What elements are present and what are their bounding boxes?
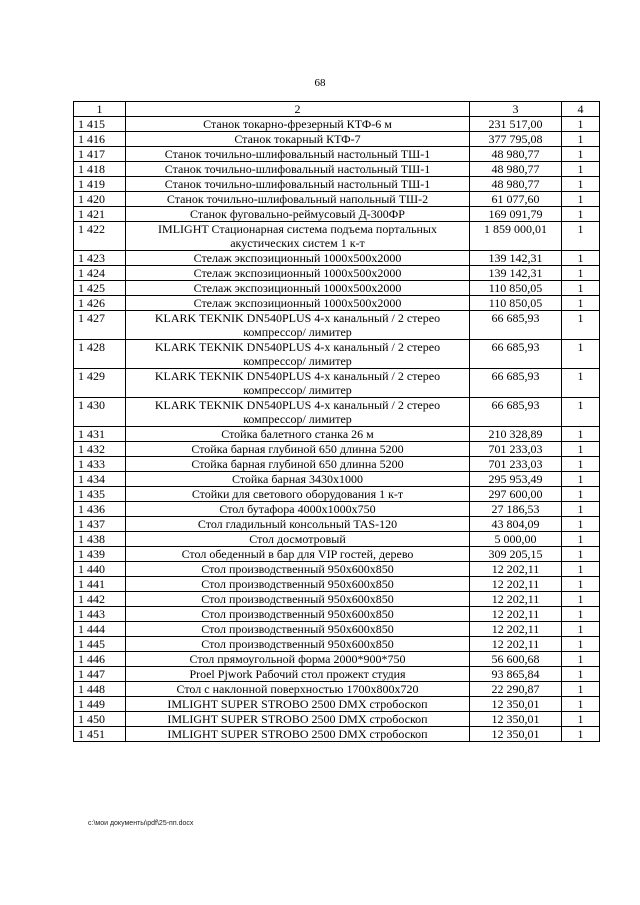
- item-name: KLARK TEKNIK DN540PLUS 4-х канальный / 2 стерео компрессор/ лимитер: [126, 311, 470, 340]
- item-name: KLARK TEKNIK DN540PLUS 4-х канальный / 2 стерео компрессор/ лимитер: [126, 398, 470, 427]
- table-row: [74, 727, 600, 742]
- footer-file-path: c:\мои документы\pdf\25-пп.docx: [88, 820, 194, 827]
- row-number: 1 434: [74, 472, 126, 487]
- item-name: Стол прямоугольной форма 2000*900*750: [126, 652, 470, 667]
- table-row: [74, 577, 600, 592]
- row-number: 1 447: [74, 667, 126, 682]
- table-row: [74, 547, 600, 562]
- table-row: [74, 207, 600, 222]
- item-name: Стол производственный 950х600х850: [126, 637, 470, 652]
- table-row: [74, 622, 600, 637]
- item-name: Стелаж экспозиционный 1000х500х2000: [126, 266, 470, 281]
- table-row: [74, 192, 600, 207]
- item-quantity: 1: [562, 442, 600, 457]
- item-name: Стол производственный 950х600х850: [126, 577, 470, 592]
- header-col-4: 4: [562, 102, 600, 117]
- row-number: 1 433: [74, 457, 126, 472]
- table-row: [74, 132, 600, 147]
- item-value: 231 517,00: [470, 117, 562, 132]
- item-name: Станок токарно-фрезерный КТФ-6 м: [126, 117, 470, 132]
- item-quantity: 1: [562, 532, 600, 547]
- item-quantity: 1: [562, 162, 600, 177]
- item-value: 1 859 000,01: [470, 222, 562, 251]
- item-quantity: 1: [562, 398, 600, 427]
- item-name: Станок точильно-шлифовальный напольный ТШ-2: [126, 192, 470, 207]
- item-quantity: 1: [562, 457, 600, 472]
- row-number: 1 429: [74, 369, 126, 398]
- row-number: 1 450: [74, 712, 126, 727]
- item-value: 297 600,00: [470, 487, 562, 502]
- row-number: 1 449: [74, 697, 126, 712]
- header-col-3: 3: [470, 102, 562, 117]
- item-value: 169 091,79: [470, 207, 562, 222]
- row-number: 1 431: [74, 427, 126, 442]
- table-row: [74, 398, 600, 427]
- item-value: 210 328,89: [470, 427, 562, 442]
- row-number: 1 422: [74, 222, 126, 251]
- item-value: 110 850,05: [470, 296, 562, 311]
- row-number: 1 430: [74, 398, 126, 427]
- item-value: 66 685,93: [470, 340, 562, 369]
- table-row: [74, 457, 600, 472]
- item-value: 12 350,01: [470, 712, 562, 727]
- item-quantity: 1: [562, 652, 600, 667]
- header-col-1: 1: [74, 102, 126, 117]
- item-quantity: 1: [562, 592, 600, 607]
- item-name: Стол досмотровый: [126, 532, 470, 547]
- item-value: 22 290,87: [470, 682, 562, 697]
- table-row: [74, 652, 600, 667]
- item-quantity: 1: [562, 281, 600, 296]
- table-row: [74, 340, 600, 369]
- row-number: 1 438: [74, 532, 126, 547]
- inventory-table: [73, 101, 600, 742]
- table-row: [74, 682, 600, 697]
- row-number: 1 417: [74, 147, 126, 162]
- table-row: [74, 427, 600, 442]
- table-row: [74, 502, 600, 517]
- table-row: [74, 311, 600, 340]
- row-number: 1 418: [74, 162, 126, 177]
- item-value: 5 000,00: [470, 532, 562, 547]
- item-value: 139 142,31: [470, 251, 562, 266]
- row-number: 1 415: [74, 117, 126, 132]
- row-number: 1 443: [74, 607, 126, 622]
- item-name: KLARK TEKNIK DN540PLUS 4-х канальный / 2 стерео компрессор/ лимитер: [126, 340, 470, 369]
- item-name: Станок фуговально-реймусовый Д-300ФР: [126, 207, 470, 222]
- item-value: 66 685,93: [470, 369, 562, 398]
- table-row: [74, 281, 600, 296]
- row-number: 1 432: [74, 442, 126, 457]
- item-value: 12 202,11: [470, 562, 562, 577]
- item-value: 12 202,11: [470, 577, 562, 592]
- item-value: 61 077,60: [470, 192, 562, 207]
- item-quantity: 1: [562, 727, 600, 742]
- item-quantity: 1: [562, 517, 600, 532]
- row-number: 1 445: [74, 637, 126, 652]
- item-name: Стойки для светового оборудования 1 к-т: [126, 487, 470, 502]
- item-quantity: 1: [562, 340, 600, 369]
- item-name: Стол производственный 950х600х850: [126, 622, 470, 637]
- item-name: Стол обеденный в бар для VIP гостей, дерево: [126, 547, 470, 562]
- table-row: [74, 177, 600, 192]
- item-value: 66 685,93: [470, 398, 562, 427]
- row-number: 1 423: [74, 251, 126, 266]
- row-number: 1 435: [74, 487, 126, 502]
- row-number: 1 441: [74, 577, 126, 592]
- item-value: 12 202,11: [470, 637, 562, 652]
- item-value: 12 350,01: [470, 727, 562, 742]
- item-quantity: 1: [562, 311, 600, 340]
- table-row: [74, 222, 600, 251]
- item-quantity: 1: [562, 577, 600, 592]
- row-number: 1 419: [74, 177, 126, 192]
- header-col-2: 2: [126, 102, 470, 117]
- row-number: 1 426: [74, 296, 126, 311]
- table-row: [74, 296, 600, 311]
- item-quantity: 1: [562, 369, 600, 398]
- item-quantity: 1: [562, 622, 600, 637]
- item-name: Станок точильно-шлифовальный настольный ТШ-1: [126, 147, 470, 162]
- item-value: 110 850,05: [470, 281, 562, 296]
- item-quantity: 1: [562, 266, 600, 281]
- row-number: 1 451: [74, 727, 126, 742]
- table-row: [74, 369, 600, 398]
- item-quantity: 1: [562, 117, 600, 132]
- table-row: [74, 472, 600, 487]
- item-value: 66 685,93: [470, 311, 562, 340]
- item-name: Станок токарный КТФ-7: [126, 132, 470, 147]
- row-number: 1 428: [74, 340, 126, 369]
- item-name: Стойка балетного станка 26 м: [126, 427, 470, 442]
- item-value: 309 205,15: [470, 547, 562, 562]
- row-number: 1 444: [74, 622, 126, 637]
- item-value: 48 980,77: [470, 162, 562, 177]
- item-quantity: 1: [562, 637, 600, 652]
- row-number: 1 446: [74, 652, 126, 667]
- item-value: 12 350,01: [470, 697, 562, 712]
- item-quantity: 1: [562, 251, 600, 266]
- item-value: 12 202,11: [470, 622, 562, 637]
- item-quantity: 1: [562, 207, 600, 222]
- table-row: [74, 117, 600, 132]
- item-quantity: 1: [562, 562, 600, 577]
- row-number: 1 424: [74, 266, 126, 281]
- item-value: 139 142,31: [470, 266, 562, 281]
- table-row: [74, 667, 600, 682]
- table-row: [74, 592, 600, 607]
- item-value: 43 804,09: [470, 517, 562, 532]
- row-number: 1 442: [74, 592, 126, 607]
- item-quantity: 1: [562, 487, 600, 502]
- item-name: IMLIGHT SUPER STROBO 2500 DMX стробоскоп: [126, 712, 470, 727]
- row-number: 1 421: [74, 207, 126, 222]
- item-value: 377 795,08: [470, 132, 562, 147]
- table-row: [74, 162, 600, 177]
- item-quantity: 1: [562, 682, 600, 697]
- table-row: [74, 266, 600, 281]
- row-number: 1 436: [74, 502, 126, 517]
- page-number: 68: [314, 77, 326, 89]
- item-value: 27 186,53: [470, 502, 562, 517]
- item-quantity: 1: [562, 547, 600, 562]
- item-name: Стол производственный 950х600х850: [126, 607, 470, 622]
- table-header-row: [74, 102, 600, 117]
- item-name: Стол производственный 950х600х850: [126, 562, 470, 577]
- item-name: Стол производственный 950х600х850: [126, 592, 470, 607]
- item-quantity: 1: [562, 697, 600, 712]
- item-quantity: 1: [562, 222, 600, 251]
- row-number: 1 425: [74, 281, 126, 296]
- item-quantity: 1: [562, 296, 600, 311]
- item-name: Стойка барная глубиной 650 длинна 5200: [126, 457, 470, 472]
- item-value: 701 233,03: [470, 457, 562, 472]
- row-number: 1 437: [74, 517, 126, 532]
- item-quantity: 1: [562, 147, 600, 162]
- table-row: [74, 637, 600, 652]
- row-number: 1 448: [74, 682, 126, 697]
- table-row: [74, 517, 600, 532]
- item-name: Стол гладильный консольный TAS-120: [126, 517, 470, 532]
- item-quantity: 1: [562, 667, 600, 682]
- item-name: Proel Pjwork Рабочий стол прожект студия: [126, 667, 470, 682]
- table-row: [74, 442, 600, 457]
- row-number: 1 440: [74, 562, 126, 577]
- table-row: [74, 712, 600, 727]
- item-value: 56 600,68: [470, 652, 562, 667]
- row-number: 1 439: [74, 547, 126, 562]
- item-value: 12 202,11: [470, 592, 562, 607]
- item-name: KLARK TEKNIK DN540PLUS 4-х канальный / 2 стерео компрессор/ лимитер: [126, 369, 470, 398]
- item-quantity: 1: [562, 192, 600, 207]
- item-name: Станок точильно-шлифовальный настольный ТШ-1: [126, 177, 470, 192]
- table-body: [74, 117, 600, 742]
- item-name: Стелаж экспозиционный 1000х500х2000: [126, 296, 470, 311]
- row-number: 1 427: [74, 311, 126, 340]
- table-row: [74, 532, 600, 547]
- item-name: Стойка барная глубиной 650 длинна 5200: [126, 442, 470, 457]
- item-value: 701 233,03: [470, 442, 562, 457]
- item-name: Станок точильно-шлифовальный настольный ТШ-1: [126, 162, 470, 177]
- item-name: Стелаж экспозиционный 1000х500х2000: [126, 251, 470, 266]
- item-quantity: 1: [562, 607, 600, 622]
- item-quantity: 1: [562, 177, 600, 192]
- item-name: IMLIGHT SUPER STROBO 2500 DMX стробоскоп: [126, 697, 470, 712]
- item-value: 48 980,77: [470, 147, 562, 162]
- item-name: Стелаж экспозиционный 1000х500х2000: [126, 281, 470, 296]
- table-row: [74, 607, 600, 622]
- item-value: 93 865,84: [470, 667, 562, 682]
- item-name: IMLIGHT SUPER STROBO 2500 DMX стробоскоп: [126, 727, 470, 742]
- item-value: 48 980,77: [470, 177, 562, 192]
- item-quantity: 1: [562, 132, 600, 147]
- table-row: [74, 251, 600, 266]
- table-row: [74, 147, 600, 162]
- table-row: [74, 487, 600, 502]
- item-value: 12 202,11: [470, 607, 562, 622]
- item-name: Стол бутафора 4000х1000х750: [126, 502, 470, 517]
- item-name: IMLIGHT Стационарная система подъема портальных акустических систем 1 к-т: [126, 222, 470, 251]
- item-quantity: 1: [562, 427, 600, 442]
- item-quantity: 1: [562, 472, 600, 487]
- item-name: Стол с наклонной поверхностью 1700х800х720: [126, 682, 470, 697]
- table-row: [74, 697, 600, 712]
- item-quantity: 1: [562, 502, 600, 517]
- item-quantity: 1: [562, 712, 600, 727]
- row-number: 1 416: [74, 132, 126, 147]
- item-value: 295 953,49: [470, 472, 562, 487]
- row-number: 1 420: [74, 192, 126, 207]
- table-row: [74, 562, 600, 577]
- item-name: Стойка барная 3430х1000: [126, 472, 470, 487]
